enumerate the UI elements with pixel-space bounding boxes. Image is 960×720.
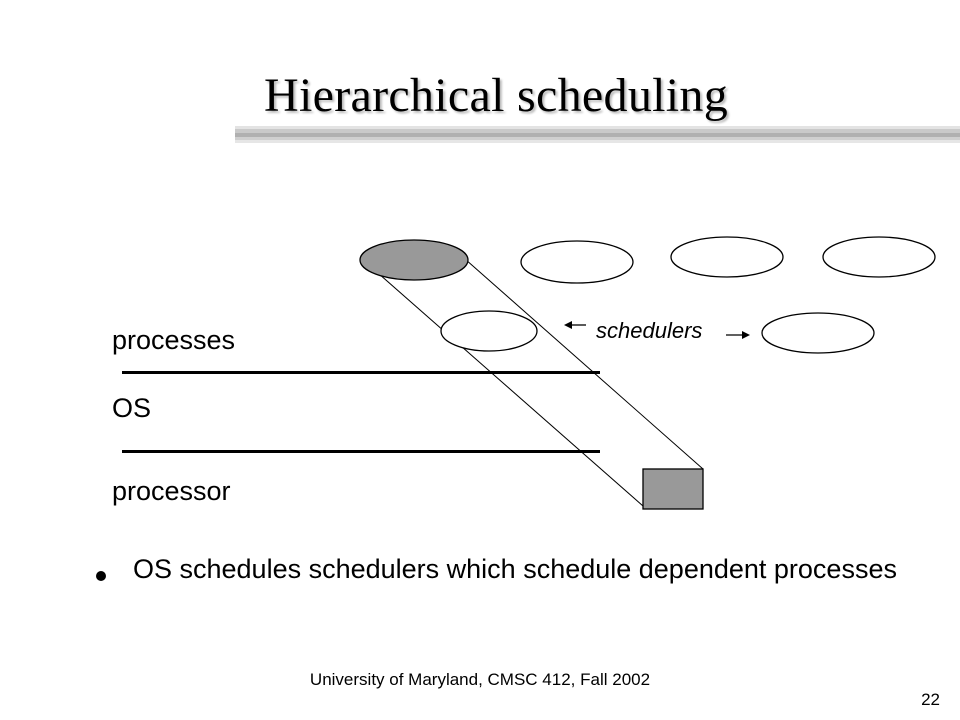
- process-node: [671, 237, 783, 277]
- bullet-icon: [96, 571, 106, 581]
- connector-line-right: [465, 259, 703, 469]
- connector-line-left: [362, 259, 643, 506]
- arrow-right-head: [742, 331, 750, 339]
- os-label: OS: [112, 393, 152, 423]
- page-number: 22: [921, 690, 940, 709]
- slide-title: Hierarchical scheduling: [263, 69, 729, 122]
- schedulers-label: schedulers: [596, 318, 703, 343]
- processor-label: processor: [112, 476, 231, 506]
- arrow-left-head: [564, 321, 572, 329]
- bullet-text: OS schedules schedulers which schedule dependent processes: [133, 554, 897, 584]
- processes-label: processes: [112, 325, 236, 355]
- scheduler-node: [762, 313, 874, 353]
- process-node: [823, 237, 935, 277]
- process-node: [521, 241, 633, 283]
- scheduler-node: [441, 311, 537, 351]
- processor-box: [643, 469, 703, 509]
- highlighted-scheduler-node: [360, 240, 468, 280]
- footer-text: University of Maryland, CMSC 412, Fall 2002: [309, 670, 651, 689]
- os-processor-divider: [122, 450, 600, 453]
- processes-os-divider: [122, 371, 600, 374]
